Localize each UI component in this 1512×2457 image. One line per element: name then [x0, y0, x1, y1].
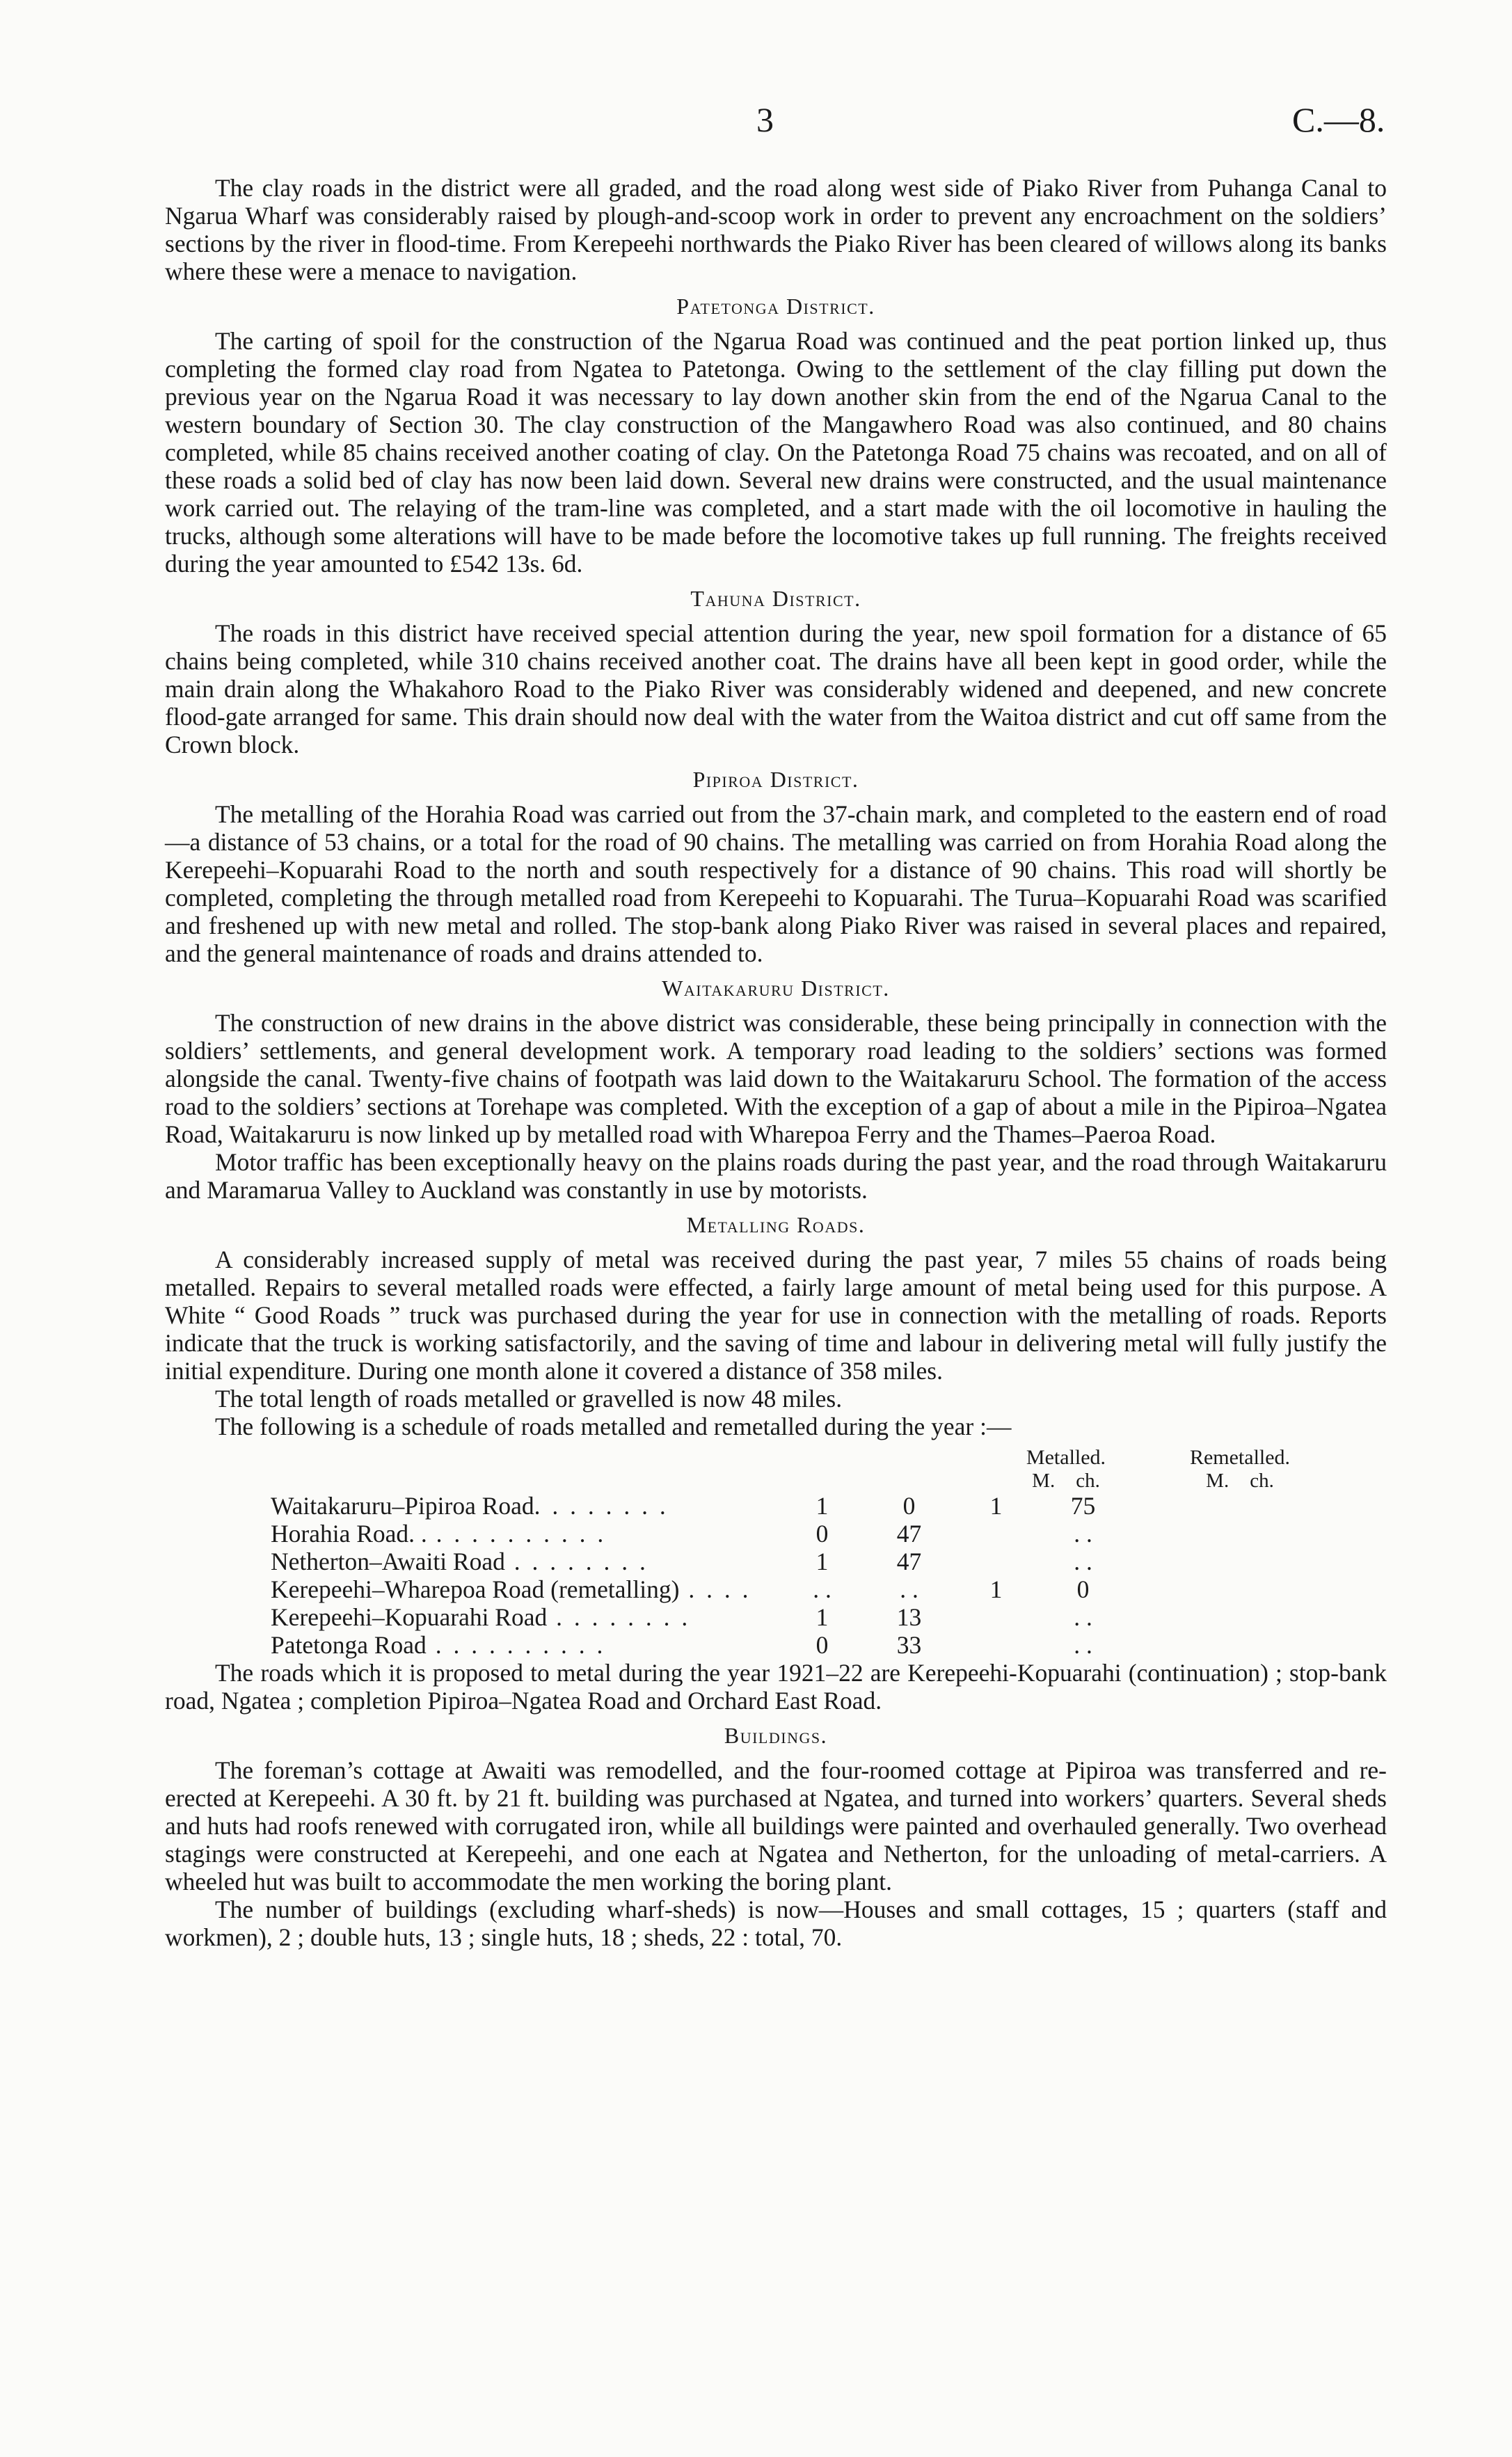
page-number: 3 — [756, 100, 774, 139]
schedule-sub-chains: ch. — [1250, 1470, 1274, 1492]
remetalled-miles — [953, 1520, 1040, 1548]
document-reference: C.—8. — [1292, 100, 1385, 139]
metalled-chains: 33 — [896, 1631, 922, 1659]
pipiroa-paragraph: The metalling of the Horahia Road was carried out from the 37-chain mark, and completed to the eastern end of road—a distance of 53 chains, or a total for the road of 90 chains. The metalling was carried on from Horahia Road along the Kerepeehi–Kopuarahi Road to the north and south respectively for a distance of 90 chains. This road will shortly be completed, completing the through metalled road from Kerepeehi to Kopuarahi. The Turua–Kopuarahi Road was scarified and freshened up with new metal and rolled. The stop-bank along Piako River was raised in several places and repaired, and the general maintenance of roads and drains attended to. — [165, 800, 1387, 967]
metalled-miles: 1 — [815, 1603, 829, 1631]
remetalled-miles — [953, 1631, 1040, 1659]
remetalled-chains: . . — [1074, 1603, 1092, 1631]
schedule-col-metalled: Metalled. — [1026, 1446, 1106, 1469]
schedule-subheader — [165, 1470, 1387, 1492]
metalled-chains: . . — [900, 1575, 918, 1603]
table-row: Patetonga Road . . . . . . . . . . 0 33 . . — [271, 1631, 1127, 1659]
metalled-miles: 0 — [815, 1520, 829, 1548]
table-row: Horahia Road. . . . . . . . . . . . 0 47 . . — [271, 1520, 1127, 1548]
schedule-col-remetalled: Remetalled. — [1189, 1446, 1291, 1469]
remetalled-miles — [953, 1548, 1040, 1575]
metalling-paragraph-4: The roads which it is proposed to metal during the year 1921–22 are Kerepeehi-Kopuarahi (continuation) ; stop-bank road, Ngatea ; completion Pipiroa–Ngatea Road and Orchard East Road. — [165, 1659, 1387, 1715]
buildings-paragraph-1: The foreman’s cottage at Awaiti was remodelled, and the four-roomed cottage at Pipiroa was transferred and re-erected at Kerepeehi. A 30 ft. by 21 ft. building was purchased at Ngatea, and turned into workers’ quarters. Several sheds and huts had roofs renewed with corrugated iron, while all buildings were painted and overhauled generally. Two overhead stagings were constructed at Kerepeehi, and one each at Ngatea and Netherton, for the unloading of metal-carriers. A wheeled hut was built to accommodate the men working the boring plant. — [165, 1756, 1387, 1895]
road-name: Kerepeehi–Wharepoa Road (remetalling) — [271, 1575, 680, 1603]
remetalled-chains: . . — [1074, 1520, 1092, 1548]
remetalled-miles: 1 — [989, 1575, 1003, 1603]
section-heading-pipiroa: Pipiroa District. — [692, 767, 859, 792]
metalled-chains: 47 — [896, 1520, 922, 1548]
document-body — [165, 174, 1387, 1951]
metalling-schedule-table — [271, 1492, 1127, 1659]
section-heading-patetonga: Patetonga District. — [676, 294, 875, 319]
metalled-miles: 1 — [815, 1492, 829, 1520]
road-name: Kerepeehi–Kopuarahi Road — [271, 1603, 548, 1631]
section-heading-metalling: Metalling Roads. — [686, 1212, 866, 1237]
road-name: Waitakaruru–Pipiroa Road — [271, 1492, 534, 1520]
buildings-paragraph-2: The number of buildings (excluding wharf-sheds) is now—Houses and small cottages, 15 ; quarters (staff and workmen), 2 ; double huts, 13 ; single huts, 18 ; sheds, 22 : total, 70. — [165, 1895, 1387, 1951]
metalled-chains: 47 — [896, 1548, 922, 1575]
schedule-sub-miles: M. — [1032, 1470, 1056, 1492]
remetalled-chains: . . — [1074, 1548, 1092, 1575]
metalling-paragraph-1: A considerably increased supply of metal was received during the past year, 7 miles 55 chains of roads being metalled. Repairs to several metalled roads were effected, a fairly large amount of metal being used for this purpose. A White “ Good Roads ” truck was purchased during the year for use in connection with the metalling of roads. Reports indicate that the truck is working satisfactorily, and the saving of time and labour in delivering metal will fully justify the initial expenditure. During one month alone it covered a distance of 358 miles. — [165, 1246, 1387, 1385]
metalling-paragraph-2: The total length of roads metalled or gravelled is now 48 miles. — [215, 1385, 843, 1413]
section-heading-buildings: Buildings. — [724, 1723, 828, 1748]
metalling-paragraph-3: The following is a schedule of roads metalled and remetalled during the year :— — [215, 1413, 1012, 1440]
schedule-header — [165, 1446, 1387, 1470]
table-row: Netherton–Awaiti Road . . . . . . . . 1 47 . . — [271, 1548, 1127, 1575]
road-name: Patetonga Road — [271, 1631, 427, 1659]
tahuna-paragraph: The roads in this district have received special attention during the year, new spoil formation for a distance of 65 chains being completed, while 310 chains received another coat. The drains have all been kept in good order, while the main drain along the Whakahoro Road to the Piako River was considerably widened and deepened, and new concrete flood-gate arranged for same. This drain should now deal with the water from the Waitoa district and cut off same from the Crown block. — [165, 619, 1387, 758]
table-row: Kerepeehi–Wharepoa Road (remetalling) . . . . . . . . 1 0 — [271, 1575, 1127, 1603]
metalled-chains: 13 — [896, 1603, 922, 1631]
remetalled-chains: . . — [1074, 1631, 1092, 1659]
remetalled-chains: 75 — [1070, 1492, 1096, 1520]
table-row: Kerepeehi–Kopuarahi Road . . . . . . . . 1 13 . . — [271, 1603, 1127, 1631]
road-name: Horahia Road. . — [271, 1520, 427, 1548]
section-heading-waitakaruru: Waitakaruru District. — [662, 976, 890, 1001]
remetalled-miles: 1 — [989, 1492, 1003, 1520]
section-heading-tahuna: Tahuna District. — [690, 586, 861, 611]
intro-paragraph: The clay roads in the district were all graded, and the road along west side of Piako River from Puhanga Canal to Ngarua Wharf was considerably raised by plough-and-scoop work in order to prevent any encroachment on the soldiers’ sections by the river in flood-time. From Kerepeehi northwards the Piako River has been cleared of willows along its banks where these were a menace to navigation. — [165, 174, 1387, 285]
schedule-sub-chains: ch. — [1076, 1470, 1100, 1492]
metalled-miles: 1 — [815, 1548, 829, 1575]
remetalled-miles — [953, 1603, 1040, 1631]
schedule-sub-miles: M. — [1206, 1470, 1230, 1492]
road-name: Netherton–Awaiti Road — [271, 1548, 505, 1575]
metalled-miles: 0 — [815, 1631, 829, 1659]
metalled-miles: . . — [813, 1575, 831, 1603]
patetonga-paragraph: The carting of spoil for the construction of the Ngarua Road was continued and the peat portion linked up, thus completing the formed clay road from Ngatea to Patetonga. Owing to the settlement of the clay filling put down the previous year on the Ngarua Road it was necessary to lay down another skin from the end of the Ngarua Canal to the western boundary of Section 30. The clay construction of the Mangawhero Road was also continued, and 80 chains completed, while 85 chains received another coating of clay. On the Patetonga Road 75 chains was recoated, and on all of these roads a solid bed of clay has now been laid down. Several new drains were constructed, and the usual maintenance work carried out. The relaying of the tram-line was completed, and a start made with the oil locomotive in hauling the trucks, although some alterations will have to be made before the locomotive takes up full running. The freights received during the year amounted to £542 13s. 6d. — [165, 327, 1387, 578]
metalled-chains: 0 — [902, 1492, 916, 1520]
table-row: Waitakaruru–Pipiroa Road. . . . . . . . 1 0 1 75 — [271, 1492, 1127, 1520]
remetalled-chains: 0 — [1076, 1575, 1090, 1603]
waitakaruru-paragraph-1: The construction of new drains in the above district was considerable, these being principally in connection with the soldiers’ settlements, and general development work. A temporary road leading to the soldiers’ sections was formed alongside the canal. Twenty-five chains of footpath was laid down to the Waitakaruru School. The formation of the access road to the soldiers’ sections at Torehape was completed. With the exception of a gap of about a mile in the Pipiroa–Ngatea Road, Waitakaruru is now linked up by metalled road with Wharepoa Ferry and the Thames–Paeroa Road. — [165, 1009, 1387, 1148]
waitakaruru-paragraph-2: Motor traffic has been exceptionally heavy on the plains roads during the past year, and the road through Waitakaruru and Maramarua Valley to Auckland was constantly in use by motorists. — [165, 1148, 1387, 1204]
